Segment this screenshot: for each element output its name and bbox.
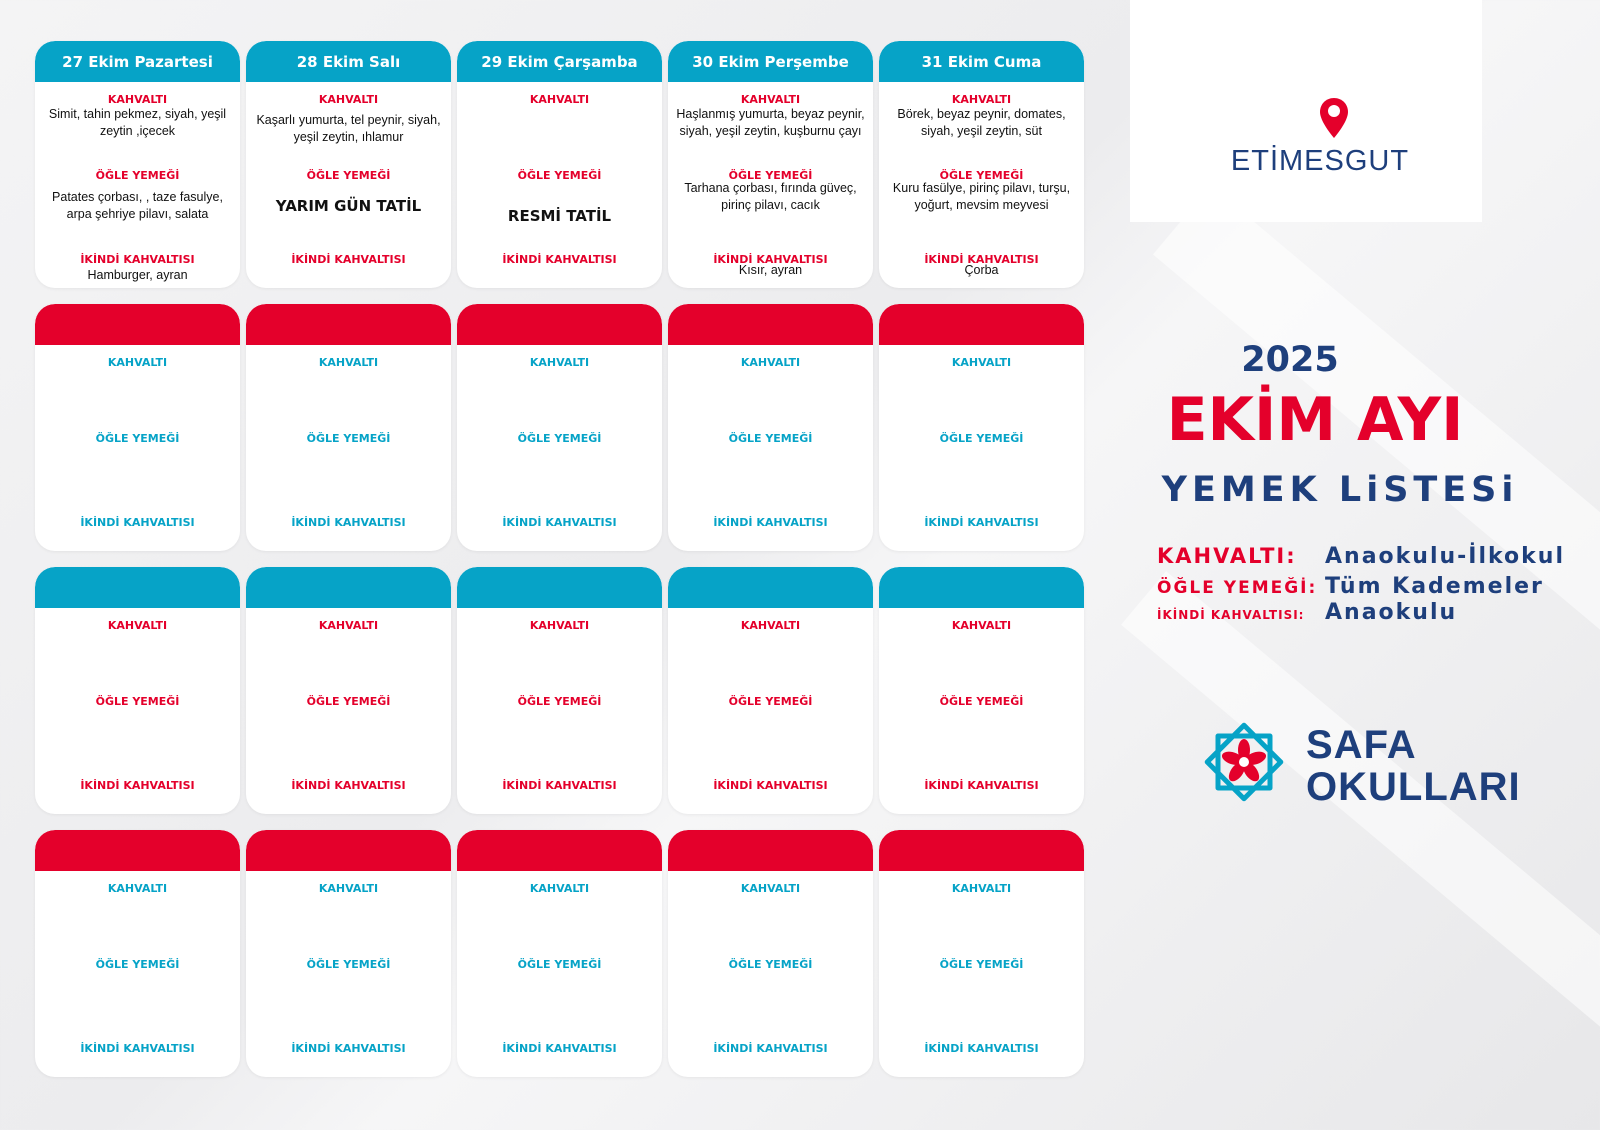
brand-line1: SAFA xyxy=(1306,723,1417,767)
kahvalti-label: KAHVALTI xyxy=(318,882,379,895)
ikindi-text: Hamburger, ayran xyxy=(87,268,188,282)
kahvalti-text: Simit, tahin pekmez, siyah, yeşil zeytin ,içecek xyxy=(48,107,227,138)
legend-value: Tüm Kademeler xyxy=(1325,574,1544,599)
holiday-note: YARIM GÜN TATİL xyxy=(275,197,422,215)
kahvalti-text: Kaşarlı yumurta, tel peynir, siyah, yeşil zeytin, ıhlamur xyxy=(256,113,441,144)
legend-value: Anaokulu xyxy=(1325,600,1458,625)
ikindi-label: İKİNDİ KAHVALTISI xyxy=(502,516,617,529)
day-header xyxy=(668,304,873,345)
day-card xyxy=(35,41,240,288)
day-card xyxy=(457,567,662,814)
ikindi-label: İKİNDİ KAHVALTISI xyxy=(291,1042,406,1055)
ikindi-label: İKİNDİ KAHVALTISI xyxy=(713,1042,828,1055)
location-pin-icon xyxy=(1318,96,1350,140)
kahvalti-label: KAHVALTI xyxy=(529,619,590,632)
day-card xyxy=(457,41,662,288)
location-name: ETİMESGUT xyxy=(1230,145,1410,177)
ikindi-label: İKİNDİ KAHVALTISI xyxy=(80,779,195,792)
kahvalti-label: KAHVALTI xyxy=(740,619,801,632)
kahvalti-label: KAHVALTI xyxy=(318,93,379,106)
day-header: 30 Ekim Perşembe xyxy=(668,41,873,82)
legend-row-ogle xyxy=(1157,574,1544,599)
kahvalti-label: KAHVALTI xyxy=(529,882,590,895)
kahvalti-label: KAHVALTI xyxy=(107,93,168,106)
ogle-label: ÖĞLE YEMEĞİ xyxy=(728,958,813,971)
ogle-label: ÖĞLE YEMEĞİ xyxy=(728,432,813,445)
ogle-text: Kuru fasülye, pirinç pilavı, turşu, yoğurt, mevsim meyvesi xyxy=(892,181,1071,212)
day-header: 27 Ekim Pazartesi xyxy=(35,41,240,82)
ogle-label: ÖĞLE YEMEĞİ xyxy=(728,695,813,708)
kahvalti-label: KAHVALTI xyxy=(318,356,379,369)
location-panel xyxy=(1130,0,1482,222)
ogle-label: ÖĞLE YEMEĞİ xyxy=(95,169,180,182)
safa-star-logo-icon xyxy=(1196,714,1292,810)
background-stripe xyxy=(1121,571,1600,1130)
day-header xyxy=(35,830,240,871)
ogle-label: ÖĞLE YEMEĞİ xyxy=(939,169,1024,182)
ogle-label: ÖĞLE YEMEĞİ xyxy=(517,958,602,971)
ikindi-label: İKİNDİ KAHVALTISI xyxy=(924,779,1039,792)
kahvalti-label: KAHVALTI xyxy=(951,882,1012,895)
day-header xyxy=(246,830,451,871)
ogle-label: ÖĞLE YEMEĞİ xyxy=(728,169,813,182)
ikindi-label: İKİNDİ KAHVALTISI xyxy=(713,516,828,529)
kahvalti-text: Börek, beyaz peynir, domates, siyah, yeşil zeytin, süt xyxy=(897,107,1066,138)
ogle-label: ÖĞLE YEMEĞİ xyxy=(306,169,391,182)
day-card xyxy=(246,567,451,814)
day-card xyxy=(246,304,451,551)
ikindi-label: İKİNDİ KAHVALTISI xyxy=(80,253,195,266)
ogle-label: ÖĞLE YEMEĞİ xyxy=(306,958,391,971)
legend-row-ikindi xyxy=(1157,600,1457,625)
day-header xyxy=(457,567,662,608)
brand-line2: OKULLARI xyxy=(1306,765,1521,809)
day-header xyxy=(35,304,240,345)
ogle-label: ÖĞLE YEMEĞİ xyxy=(95,432,180,445)
day-card xyxy=(668,41,873,288)
day-card xyxy=(879,830,1084,1077)
brand-name xyxy=(1306,724,1521,808)
ogle-label: ÖĞLE YEMEĞİ xyxy=(95,695,180,708)
kahvalti-label: KAHVALTI xyxy=(740,882,801,895)
ikindi-label: İKİNDİ KAHVALTISI xyxy=(291,779,406,792)
day-header xyxy=(457,304,662,345)
ikindi-label: İKİNDİ KAHVALTISI xyxy=(291,516,406,529)
day-card xyxy=(35,304,240,551)
ikindi-label: İKİNDİ KAHVALTISI xyxy=(713,779,828,792)
kahvalti-label: KAHVALTI xyxy=(529,93,590,106)
day-card xyxy=(668,304,873,551)
kahvalti-label: KAHVALTI xyxy=(107,882,168,895)
day-header xyxy=(879,304,1084,345)
ikindi-label: İKİNDİ KAHVALTISI xyxy=(80,1042,195,1055)
menu-grid xyxy=(35,41,1083,1077)
ikindi-text: Kısır, ayran xyxy=(738,263,803,277)
ogle-text: Tarhana çorbası, fırında güveç, pirinç pilavı, cacık xyxy=(684,181,857,212)
day-header xyxy=(879,567,1084,608)
ikindi-label: İKİNDİ KAHVALTISI xyxy=(502,779,617,792)
ogle-label: ÖĞLE YEMEĞİ xyxy=(95,958,180,971)
day-card xyxy=(879,304,1084,551)
legend-row-kahvalti xyxy=(1157,544,1565,569)
day-header: 28 Ekim Salı xyxy=(246,41,451,82)
ogle-label: ÖĞLE YEMEĞİ xyxy=(517,432,602,445)
ikindi-label: İKİNDİ KAHVALTISI xyxy=(924,516,1039,529)
day-header: 29 Ekim Çarşamba xyxy=(457,41,662,82)
day-card xyxy=(246,41,451,288)
title-subtitle: YEMEK LiSTESi xyxy=(1161,470,1519,510)
kahvalti-label: KAHVALTI xyxy=(107,356,168,369)
kahvalti-label: KAHVALTI xyxy=(951,356,1012,369)
ikindi-label: İKİNDİ KAHVALTISI xyxy=(924,253,1039,266)
legend-key: İKİNDİ KAHVALTISI: xyxy=(1157,608,1305,622)
day-card xyxy=(457,304,662,551)
kahvalti-label: KAHVALTI xyxy=(107,619,168,632)
day-header xyxy=(457,830,662,871)
day-card xyxy=(668,830,873,1077)
ikindi-label: İKİNDİ KAHVALTISI xyxy=(502,253,617,266)
day-header xyxy=(35,567,240,608)
title-month: EKİM AYI xyxy=(1166,385,1464,455)
kahvalti-text: Haşlanmış yumurta, beyaz peynir, siyah, yeşil zeytin, kuşburnu çayı xyxy=(676,107,865,138)
day-header xyxy=(246,304,451,345)
ogle-label: ÖĞLE YEMEĞİ xyxy=(306,695,391,708)
day-header xyxy=(879,830,1084,871)
day-card xyxy=(246,830,451,1077)
legend-key: KAHVALTI: xyxy=(1157,544,1297,568)
day-card xyxy=(879,567,1084,814)
day-header xyxy=(668,567,873,608)
kahvalti-label: KAHVALTI xyxy=(951,93,1012,106)
kahvalti-label: KAHVALTI xyxy=(740,356,801,369)
ogle-text: Patates çorbası, , taze fasulye, arpa şehriye pilavı, salata xyxy=(52,190,223,221)
day-card xyxy=(35,830,240,1077)
ogle-label: ÖĞLE YEMEĞİ xyxy=(939,432,1024,445)
ogle-label: ÖĞLE YEMEĞİ xyxy=(939,958,1024,971)
day-card xyxy=(35,567,240,814)
ogle-label: ÖĞLE YEMEĞİ xyxy=(306,432,391,445)
day-card xyxy=(668,567,873,814)
ikindi-label: İKİNDİ KAHVALTISI xyxy=(502,1042,617,1055)
legend-value: Anaokulu-İlkokul xyxy=(1325,544,1565,569)
title-year: 2025 xyxy=(1241,340,1339,380)
kahvalti-label: KAHVALTI xyxy=(951,619,1012,632)
kahvalti-label: KAHVALTI xyxy=(318,619,379,632)
ikindi-label: İKİNDİ KAHVALTISI xyxy=(291,253,406,266)
ikindi-label: İKİNDİ KAHVALTISI xyxy=(924,1042,1039,1055)
ogle-label: ÖĞLE YEMEĞİ xyxy=(517,695,602,708)
kahvalti-label: KAHVALTI xyxy=(740,93,801,106)
ogle-label: ÖĞLE YEMEĞİ xyxy=(939,695,1024,708)
kahvalti-label: KAHVALTI xyxy=(529,356,590,369)
day-card xyxy=(879,41,1084,288)
holiday-note: RESMİ TATİL xyxy=(507,207,612,225)
ikindi-label: İKİNDİ KAHVALTISI xyxy=(80,516,195,529)
ikindi-text: Çorba xyxy=(964,263,999,277)
day-header xyxy=(668,830,873,871)
legend-key: ÖĞLE YEMEĞİ: xyxy=(1157,578,1318,598)
day-header xyxy=(246,567,451,608)
ogle-label: ÖĞLE YEMEĞİ xyxy=(517,169,602,182)
day-header: 31 Ekim Cuma xyxy=(879,41,1084,82)
day-card xyxy=(457,830,662,1077)
ikindi-label: İKİNDİ KAHVALTISI xyxy=(713,253,828,266)
